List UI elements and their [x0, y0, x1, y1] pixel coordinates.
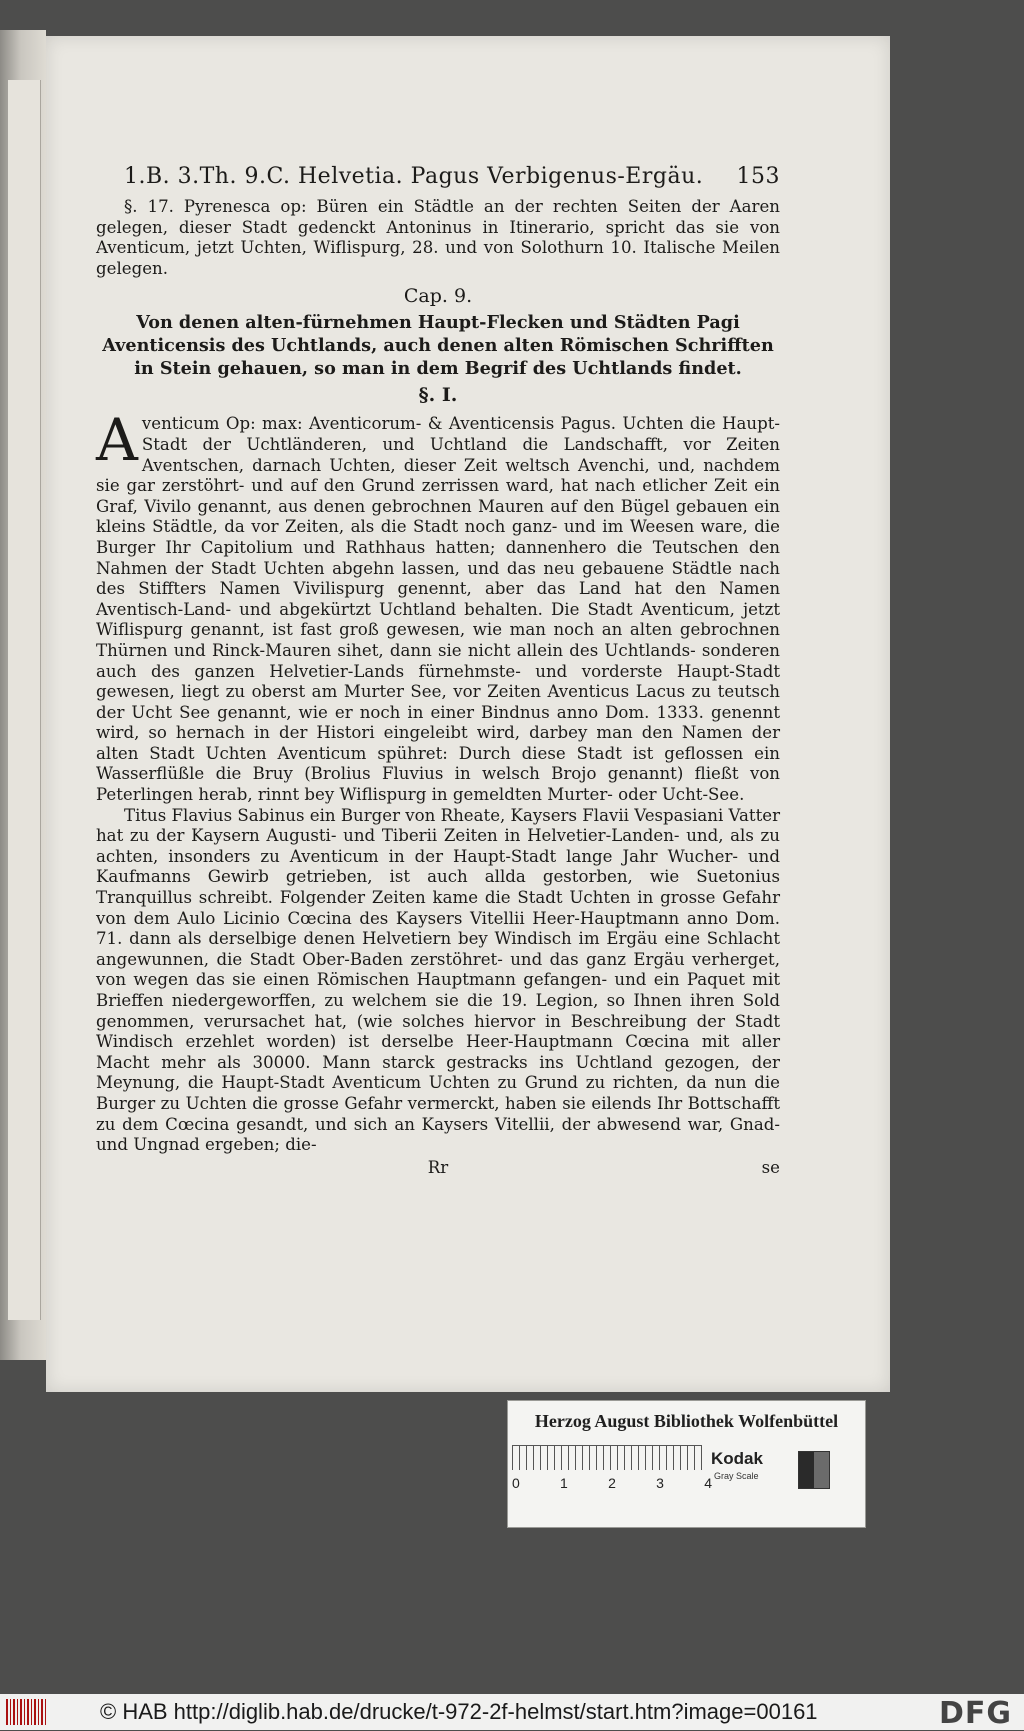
viewer-footer-bar — [0, 1694, 1024, 1730]
kodak-logo: Kodak — [711, 1449, 763, 1468]
scale-ruler — [512, 1445, 702, 1470]
source-url[interactable]: © HAB http://diglib.hab.de/drucke/t-972-2f-helmst/start.htm?image=00161 — [100, 1699, 818, 1724]
library-color-card — [507, 1400, 866, 1528]
ruler-number: 3 — [656, 1475, 664, 1491]
section-mark: §. I. — [418, 384, 458, 407]
scan-book-edge — [0, 30, 46, 1360]
dfg-logo: DFG — [938, 1696, 1012, 1731]
gray-scale-label: Gray Scale — [714, 1471, 759, 1481]
intro-paragraph: §. 17. Pyrenesca op: Büren ein Städtle an der rechten Seiten der Aaren gelegen, dieser Stadt gedenckt Antoninus in Itinerario, spricht das sie von Aventicum, jetzt Uchten, Wiflispurg, 28. und von Solothurn 10. Italische Meilen gelegen. — [96, 197, 780, 278]
paragraph-1 — [96, 406, 780, 805]
ruler-numbers — [512, 1475, 712, 1491]
catchword: se — [761, 1157, 780, 1177]
ruler-number: 0 — [512, 1475, 520, 1491]
gray-scale-swatch — [798, 1451, 830, 1489]
paragraph-1-text: venticum Op: max: Aventicorum- & Aventicensis Pagus. Uchten die Haupt-Stadt der Uchtländeren, und Uchtland die Landschafft, vor Zeiten Aventschen, darnach Uchten, dieser Zeit weltsch Avenchi, und, nachdem sie gar zerstöhrt- und auf den Grund zerrissen ward, hat nach etlicher Zeit ein Graf, Vivilo genannt, aus denen gebrochnen Mauren auf den Bügel gebauen ein kleins Städtle, da vor Zeiten, als die Stadt noch ganz- und im Weesen ware, die Burger Ihr Capitolium und Rathhaus hatten; dannenhero die Teutschen den Nahmen der Stadt Uchten abgehn lassen, und das neu gebauene Städtle nach des Stiffters Namen Vivilispurg genennt, aber das Land hat den Namen Aventisch-Land- und abgekürtzt Uchtland behalten. Die Stadt Aventicum, jetzt Wiflispurg genannt, ist fast groß gewesen, wie man noch an alten gebrochnen Thürnen und Rinck-Mauren sihet, dann sie nicht allein des Uchtlands- sonderen auch des ganzen Helvetier-Lands fürnehmste- und vorderste Haupt-Stadt gewesen, liegt zu oberst am Murter See, vor Zeiten Aventicus Lacus zu teutsch der Ucht See genannt, wie er noch in einer Bindnus anno Dom. 1333. genennt wird, so hernach in der Histori eingeleibt wird, darbey man den Namen der alten Stadt Uchten Aventicum spühret: Durch diese Stadt ist geflossen ein Wasserflüßle die Bruy (Brolius Fluvius in welsch Brojo genannt) fließt von Peterlingen herab, rinnt bey Wiflispurg in gemeldten Murter- oder Ucht-See. — [96, 414, 780, 805]
previous-page-edge — [8, 80, 41, 1320]
ruler-number: 1 — [560, 1475, 568, 1491]
signature-mark: Rr — [427, 1157, 449, 1177]
library-name: Herzog August Bibliothek Wolfenbüttel — [534, 1411, 839, 1431]
page-content — [96, 164, 780, 1177]
running-header-title: 1.B. 3.Th. 9.C. Helvetia. Pagus Verbigenus-Ergäu. — [124, 164, 704, 189]
page-footer — [96, 1158, 780, 1177]
book-page — [46, 36, 890, 1392]
paragraph-2: Titus Flavius Sabinus ein Burger von Rheate, Kaysers Flavii Vespasiani Vatter hat zu der Kaysern Augusti- und Tiberii Zeiten in Helvetier-Landen- und, als zu achten, insonders zu Aventicum in der Haupt-Stadt lange Jahr Wucher- und Kaufmanns Gewirb getrieben, ist auch allda gestorben, wie Suetonius Tranquillus schreibt. Folgender Zeiten kame die Stadt Uchten in grosse Gefahr von dem Aulo Licinio Cœcina des Kaysers Vitellii Heer-Hauptmann anno Dom. 71. dann als derselbige denen Helvetiern bey Windisch im Ergäu eine Schlacht angewunnen, die Stadt Ober-Baden zerstöhret- und das ganz Ergäu verherget, von wegen das sie einen Römischen Hauptmann gefangen- und ein Paquet mit Brieffen niedergeworffen, zu welchem sie die 19. Legion, so Ihnen ihren Sold genommen, verursachet hat, (wie solches hiervor in Beschreibung der Stadt Windisch erzehlet worden) ist derselbe Heer-Hauptmann Cœcina mit aller Macht mehr als 30000. Mann starck gestracks ins Uchtland gezogen, der Meynung, die Haupt-Stadt Aventicum Uchten zu Grund zu richten, da nun die Burger zu Uchten die grosse Gefahr vermerckt, haben sie eilends Ihr Bottschafft zu dem Cœcina gesandt, und sich an Kaysers Vitellii, der abwesend war, Gnad- und Ungnad ergeben; die- — [96, 805, 780, 1155]
ruler-number: 2 — [608, 1475, 616, 1491]
barcode-icon — [6, 1699, 46, 1725]
chapter-label: Cap. 9. — [403, 285, 473, 308]
dropcap-letter: A — [96, 406, 138, 475]
running-header — [124, 164, 780, 189]
ruler-number: 4 — [704, 1475, 712, 1491]
chapter-title: Von denen alten-fürnehmen Haupt-Flecken und Städten Pagi Aventicensis des Uchtlands, auch denen alten Römischen Schrifften in Stein gehauen, so man in dem Begrif des Uchtlands findet. — [102, 312, 774, 380]
page-number: 153 — [736, 164, 780, 189]
